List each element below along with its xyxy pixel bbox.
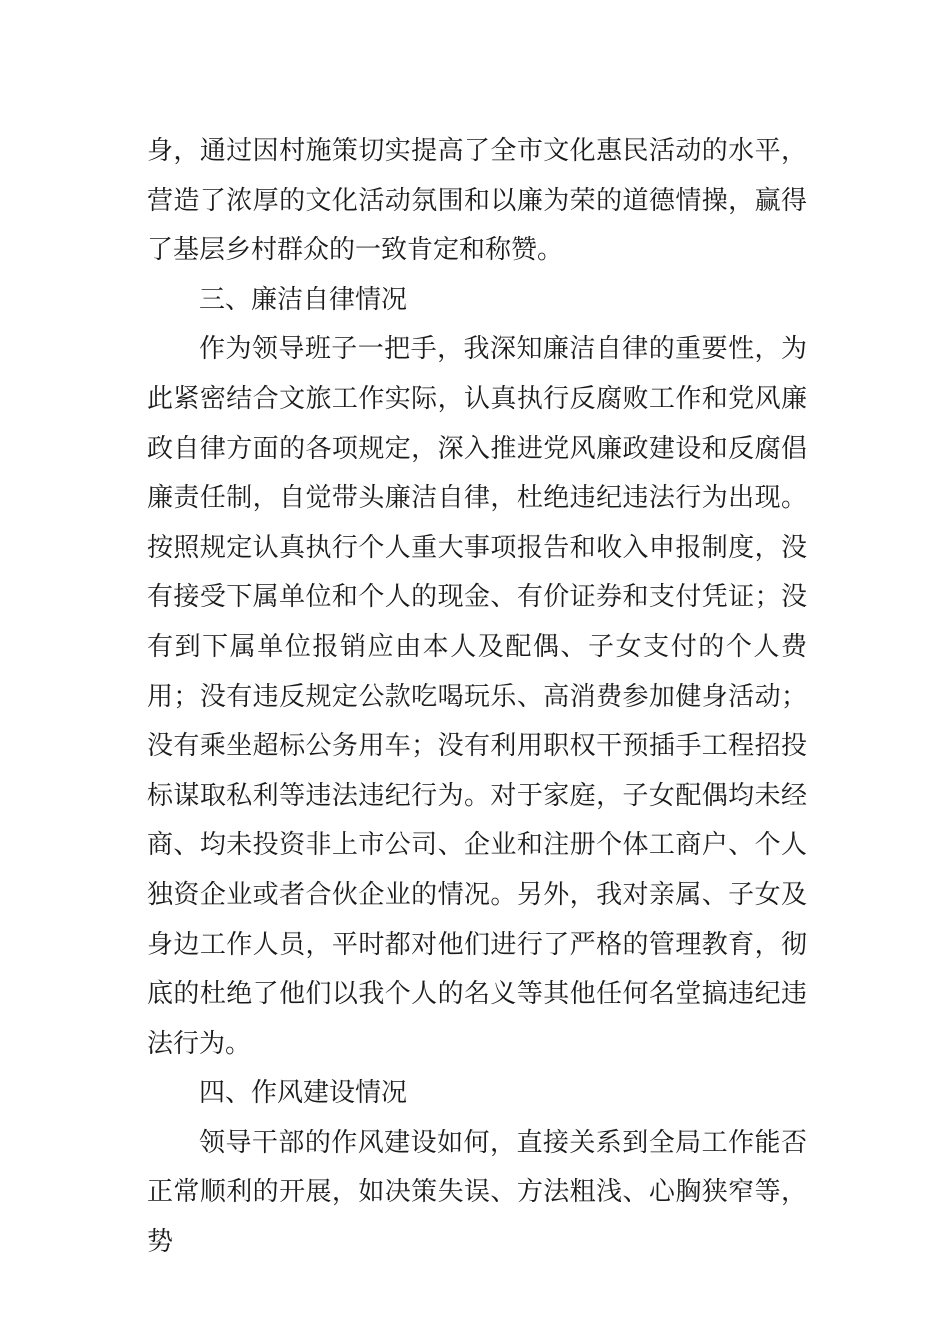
paragraph-integrity: 作为领导班子一把手，我深知廉洁自律的重要性，为此紧密结合文旅工作实际，认真执行反腐败工作和党风廉政自律方面的各项规定，深入推进党风廉政建设和反腐倡廉责任制，自觉带头廉洁自律，杜绝违纪违法行为出现。按照规定认真执行个人重大事项报告和收入申报制度，没有接受下属单位和个人的现金、有价证券和支付凭证；没有到下属单位报销应由本人及配偶、子女支付的个人费用；没有违反规定公款吃喝玩乐、高消费参加健身活动；没有乘坐超标公务用车；没有利用职权干预插手工程招投标谋取私利等违法违纪行为。对于家庭，子女配偶均未经商、均未投资非上市公司、企业和注册个体工商户、个人独资企业或者合伙企业的情况。另外，我对亲属、子女及身边工作人员，平时都对他们进行了严格的管理教育，彻底的杜绝了他们以我个人的名义等其他任何名堂搞违纪违法行为。	[147, 334, 807, 1059]
paragraph-work-style: 领导干部的作风建设如何，直接关系到全局工作能否正常顺利的开展，如决策失误、方法粗浅、心胸狭窄等，势	[147, 1127, 807, 1258]
paragraph-continuation: 身，通过因村施策切实提高了全市文化惠民活动的水平，营造了浓厚的文化活动氛围和以廉为荣的道德情操，赢得了基层乡村群众的一致肯定和称赞。	[147, 136, 807, 266]
section-heading-integrity: 三、廉洁自律情况	[199, 284, 408, 315]
section-heading-work-style: 四、作风建设情况	[199, 1078, 408, 1109]
document-body	[147, 127, 807, 1268]
